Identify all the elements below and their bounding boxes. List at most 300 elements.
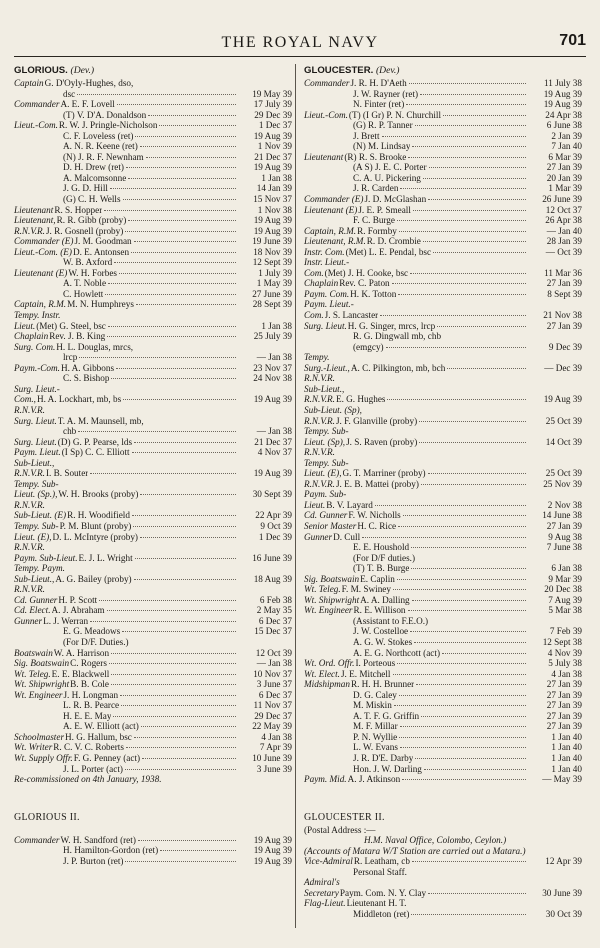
officer-entry	[14, 479, 292, 490]
seniority-date: 1 Mar 39	[548, 183, 582, 194]
dot-leader	[110, 188, 236, 189]
seniority-date: 19 Aug 39	[253, 215, 292, 226]
rank-label: Admiral's	[304, 877, 340, 888]
officer-name: I. B. Souter	[45, 468, 89, 479]
officer-entry	[304, 888, 582, 899]
rank-label: R.N.V.R.	[14, 499, 45, 510]
dot-leader	[397, 220, 526, 221]
officer-entry	[304, 205, 582, 216]
officer-entry	[304, 173, 582, 184]
officer-name: J. E. Mitchell	[340, 668, 391, 679]
officer-entry	[304, 563, 582, 574]
officer-name: M. N. Humphreys	[67, 299, 134, 310]
rank-label: R.N.V.R.	[304, 415, 335, 426]
officer-name: J. P. Burton (ret)	[63, 855, 124, 866]
officer-entry	[14, 363, 292, 374]
officer-name: dsc	[63, 88, 76, 99]
officer-name: H. P. Scott	[58, 594, 98, 605]
rank-label: Surg. Com.	[14, 341, 56, 352]
officer-entry	[304, 373, 582, 384]
officer-entry	[304, 742, 582, 753]
officer-entry	[304, 257, 582, 268]
seniority-date: 1 July 39	[258, 267, 292, 278]
officer-name: (T) V. D'A. Donaldson	[63, 109, 147, 120]
officer-name: H. K. Totton	[350, 288, 397, 299]
officer-entry	[14, 542, 292, 553]
dot-leader	[413, 210, 526, 211]
officer-entry	[14, 131, 292, 142]
dot-leader	[380, 315, 526, 316]
officer-entry	[304, 384, 582, 395]
officer-entry	[14, 89, 292, 100]
officer-name: R. W. J. Pringle-Nicholson	[58, 120, 158, 131]
officer-name: J. E. B. Mattei (proby)	[335, 478, 419, 489]
rank-label: Surg. Lieut.-	[14, 383, 60, 394]
seniority-date: 27 Jan 39	[546, 700, 582, 711]
rank-label: Commander	[14, 99, 60, 110]
seniority-date: 6 Dec 37	[258, 615, 292, 626]
dot-leader	[382, 136, 526, 137]
seniority-date: 2 Jan 39	[551, 130, 582, 141]
officer-name: F. W. Nicholls	[348, 510, 401, 521]
accounts-note: (Accounts of Matara W/T Station are carried out a Matara.)	[304, 845, 526, 856]
officer-entry	[304, 289, 582, 300]
officer-name: R. R. Gibb (proby)	[56, 215, 127, 226]
officer-entry	[14, 616, 292, 627]
seniority-date: — Jan 40	[546, 225, 582, 236]
dot-leader	[78, 431, 236, 432]
seniority-date: 26 June 39	[542, 194, 582, 205]
seniority-date: 12 Sept 39	[252, 257, 292, 268]
rank-label: Secretary	[304, 887, 339, 898]
seniority-date: 22 Apr 39	[255, 510, 292, 521]
dot-leader	[412, 861, 526, 862]
officer-name: C. S. Bishop	[63, 373, 110, 384]
officer-entry	[304, 131, 582, 142]
officer-name: (G) C. H. Wells	[63, 194, 121, 205]
officer-entry	[304, 331, 582, 342]
officer-entry	[304, 700, 582, 711]
officer-name: (Met) L. E. Pendal, bsc	[345, 246, 432, 257]
rank-label: R.N.V.R.	[304, 394, 335, 405]
seniority-date: 19 Aug 39	[543, 99, 582, 110]
officer-entry	[304, 458, 582, 469]
officer-name: J. S. Lancaster	[324, 310, 379, 321]
seniority-date: 9 Aug 38	[548, 531, 582, 542]
officer-list-gloucester	[304, 78, 582, 785]
seniority-date: 1 May 39	[256, 278, 292, 289]
officer-name: W. H. Brooks (proby)	[58, 489, 139, 500]
officer-entry	[304, 394, 582, 405]
seniority-date: 19 Aug 39	[253, 162, 292, 173]
rank-label: Paym. Sub-Lieut.	[14, 552, 78, 563]
officer-name: J. W. Rayner (ret)	[353, 88, 419, 99]
officer-entry	[14, 721, 292, 732]
officer-name: C. Howlett	[63, 288, 104, 299]
dot-leader	[105, 294, 236, 295]
rank-label: Tempy. Sub-	[14, 478, 59, 489]
seniority-date: 1 Dec 39	[258, 531, 292, 542]
officer-entry	[304, 616, 582, 627]
officer-name: R. H. H. Brunner	[350, 679, 415, 690]
officer-entry	[304, 553, 582, 564]
dot-leader	[419, 421, 526, 422]
officer-entry	[304, 194, 582, 205]
dot-leader	[135, 136, 236, 137]
rank-label: Commander	[14, 834, 60, 845]
officer-name: J. E. P. Smeall	[358, 204, 411, 215]
officer-entry	[14, 310, 292, 321]
rank-label: Surg.-Lieut.,	[304, 362, 350, 373]
rank-label: Paym. Com.	[304, 288, 350, 299]
officer-name: A. E. F. Lovell	[60, 99, 115, 110]
seniority-date: 30 Oct 39	[545, 909, 582, 920]
seniority-date: 7 Aug 39	[548, 594, 582, 605]
rank-label: R.N.V.R.	[304, 478, 335, 489]
officer-name: I. Porteous	[355, 658, 396, 669]
dot-leader	[447, 368, 526, 369]
rank-label: Com.	[304, 267, 324, 278]
officer-entry	[14, 278, 292, 289]
officer-entry	[304, 447, 582, 458]
rank-label: Lieut. (Sp),	[304, 436, 346, 447]
dot-leader	[394, 705, 526, 706]
officer-entry	[304, 877, 582, 888]
officer-name: L. J. Werran	[43, 615, 89, 626]
officer-entry	[14, 394, 292, 405]
seniority-date: 27 Jan 39	[546, 278, 582, 289]
rank-label: Wt. Elect.	[304, 668, 340, 679]
seniority-date: 19 Aug 39	[543, 88, 582, 99]
officer-name: J. D. McGlashan	[364, 194, 427, 205]
rank-label: Sig. Boatswain	[304, 573, 360, 584]
officer-entry	[304, 479, 582, 490]
dot-leader	[125, 769, 236, 770]
dot-leader	[409, 83, 526, 84]
rank-label: Wt. Ord. Offr.	[304, 658, 355, 669]
seniority-date: 30 June 39	[542, 887, 582, 898]
header-rule	[14, 56, 586, 57]
dot-leader	[107, 610, 236, 611]
rank-label: Paym. Sub-	[304, 489, 347, 500]
officer-entry	[14, 173, 292, 184]
rank-label: Tempy. Sub-	[304, 457, 349, 468]
officer-name: lrcp	[63, 352, 78, 363]
dot-leader	[437, 326, 526, 327]
seniority-date: 9 Oct 39	[260, 520, 292, 531]
rank-label: Lieutenant	[14, 204, 54, 215]
officer-entry	[14, 835, 292, 846]
officer-name: Middleton (ret)	[353, 909, 410, 920]
dot-leader	[400, 188, 526, 189]
rank-label: Gunner	[304, 531, 333, 542]
dot-leader	[403, 515, 526, 516]
officer-name: J. R. H. D'Aeth	[350, 78, 407, 88]
officer-entry	[14, 384, 292, 395]
rank-label: Paym. Lieut.	[14, 447, 61, 458]
dot-leader	[132, 452, 236, 453]
dot-leader	[429, 167, 527, 168]
officer-entry	[14, 437, 292, 448]
dot-leader	[107, 336, 236, 337]
officer-entry	[304, 426, 582, 437]
officer-entry	[304, 909, 582, 920]
officer-entry	[14, 468, 292, 479]
officer-entry	[304, 774, 582, 785]
rank-label: Lieut.-Com.	[14, 120, 58, 131]
officer-name: Paym. Com. N. Y. Clay	[339, 887, 427, 898]
officer-entry	[14, 342, 292, 353]
officer-name: J. H. Longman	[63, 689, 119, 700]
dot-leader	[419, 442, 526, 443]
dot-leader	[411, 568, 526, 569]
seniority-date: 12 Apr 39	[545, 856, 582, 867]
rank-label: Captain, R.M.	[304, 225, 357, 236]
officer-name: A. G. W. Stokes	[353, 636, 413, 647]
ship-heading-gloucester	[304, 66, 582, 78]
dot-leader	[397, 663, 526, 664]
dot-leader	[411, 914, 526, 915]
officer-name: L. R. B. Pearce	[63, 700, 120, 711]
rank-label: Lieut. (Sp.),	[14, 489, 58, 500]
seniority-date: 5 July 38	[548, 658, 582, 669]
rank-label: Sub-Lieut. (Sp),	[304, 404, 362, 415]
rank-label: Cd. Elect.	[14, 605, 51, 616]
officer-entry	[14, 690, 292, 701]
seniority-date: 26 Apr 38	[545, 215, 582, 226]
officer-entry	[14, 215, 292, 226]
dot-leader	[400, 747, 526, 748]
officer-entry	[304, 468, 582, 479]
rank-label: Instr. Com.	[304, 246, 345, 257]
postal-address: H.M. Naval Office, Colombo, Ceylon.)	[364, 835, 507, 846]
officer-name: H. C. Rice	[357, 520, 397, 531]
officer-name: A. A. Dalling	[360, 594, 410, 605]
dot-leader	[109, 663, 236, 664]
rank-label: Lieut.-Com. (E)	[14, 246, 72, 257]
column-divider	[295, 64, 296, 928]
officer-entry	[14, 711, 292, 722]
seniority-date: 2 Nov 38	[547, 499, 582, 510]
dot-leader	[90, 621, 236, 622]
rank-label: Lieut.	[14, 320, 36, 331]
officer-name: R. E. Willison	[353, 605, 406, 616]
dot-leader	[140, 537, 236, 538]
officer-list-glorious	[14, 78, 292, 774]
rank-label: Wt. Supply Offr.	[14, 753, 73, 763]
officer-name: (D) G. P. Pearse, lds	[57, 436, 133, 447]
seniority-date: 7 Apr 39	[259, 742, 292, 753]
seniority-date: 6 Feb 38	[259, 594, 292, 605]
officer-entry	[304, 152, 582, 163]
rank-label: Tempy. Instr.	[14, 310, 61, 321]
officer-name: Rev. J. B. King	[49, 331, 106, 342]
officer-name: H. Hamilton-Gordon (ret)	[63, 845, 159, 856]
officer-name: F. G. Penney (act)	[73, 753, 141, 763]
dot-leader	[428, 199, 526, 200]
dot-leader	[408, 610, 526, 611]
dot-leader	[424, 769, 526, 770]
officer-entry	[304, 236, 582, 247]
officer-entry	[304, 416, 582, 427]
seniority-date: — Oct 39	[545, 246, 582, 257]
rank-label: R.N.V.R.	[14, 468, 45, 479]
officer-entry	[304, 669, 582, 680]
rank-label: Lieut.	[304, 499, 326, 510]
ship-status: (Dev.)	[70, 65, 95, 76]
dot-leader	[421, 716, 526, 717]
rank-label: Wt. Teleg.	[304, 584, 341, 595]
dot-leader	[399, 737, 526, 738]
dot-leader	[399, 695, 526, 696]
rank-label: Chaplain	[14, 331, 49, 342]
dot-leader	[415, 125, 526, 126]
officer-entry	[14, 510, 292, 521]
rank-label: Lieutenant,	[14, 215, 56, 226]
seniority-date: 4 Jan 38	[261, 731, 292, 742]
dot-leader	[125, 861, 236, 862]
officer-name: W. H. Sandford (ret)	[60, 834, 136, 845]
dot-leader	[362, 537, 526, 538]
officer-entry	[304, 299, 582, 310]
rank-label: Wt. Engineer	[14, 689, 63, 700]
seniority-date: 24 Apr 38	[545, 109, 582, 120]
dot-leader	[134, 442, 236, 443]
officer-entry	[304, 321, 582, 332]
officer-name: E. G. Meadows	[63, 626, 121, 637]
seniority-date: — Jan 38	[256, 352, 292, 363]
dot-leader	[398, 526, 526, 527]
rank-label: Instr. Lieut.-	[304, 257, 350, 268]
officer-entry	[14, 648, 292, 659]
seniority-date: 1 Dec 37	[258, 120, 292, 131]
officer-entry	[14, 205, 292, 216]
officer-name: Personal Staff.	[353, 866, 407, 877]
dot-leader	[122, 631, 236, 632]
officer-entry	[14, 753, 292, 764]
dot-leader	[393, 674, 527, 675]
officer-name: R. H. Woodifield	[67, 510, 130, 521]
dot-leader	[387, 399, 526, 400]
seniority-date: 30 Sept 39	[252, 489, 292, 500]
officer-entry	[14, 637, 292, 648]
seniority-date: — May 39	[542, 774, 582, 785]
dot-leader	[99, 600, 236, 601]
seniority-date: 1 Jan 40	[551, 742, 582, 753]
officer-name: M. F. Millar	[353, 721, 398, 732]
officer-name: H. G. Hallum, bsc	[65, 731, 132, 742]
officer-name: M. Miskin	[353, 700, 392, 711]
officer-name: R. D. Crombie	[366, 236, 421, 247]
seniority-date: 16 June 39	[252, 552, 292, 563]
rank-label: Sig. Boatswain	[14, 658, 70, 669]
dot-leader	[399, 231, 526, 232]
officer-entry	[304, 867, 582, 878]
seniority-date: 7 June 38	[546, 542, 582, 553]
rank-label: Sub-Lieut. (E)	[14, 510, 67, 521]
seniority-date: 20 Dec 38	[544, 584, 582, 595]
officer-entry	[304, 711, 582, 722]
dot-leader	[392, 283, 526, 284]
seniority-date: 27 Jan 39	[546, 320, 582, 331]
officer-name: J. R. Carden	[353, 183, 399, 194]
rank-label: Lieut. (E),	[14, 531, 52, 542]
officer-entry	[304, 856, 582, 867]
rank-label: Senior Master	[304, 520, 357, 531]
officer-name: B. B. Cole	[70, 679, 109, 690]
officer-name: (For D/F. Duties.)	[63, 636, 129, 647]
dot-leader	[415, 758, 526, 759]
dot-leader	[428, 893, 526, 894]
officer-entry	[14, 152, 292, 163]
seniority-date: 18 Nov 39	[253, 246, 292, 257]
seniority-date: 23 Nov 37	[253, 362, 292, 373]
officer-name: E. J. L. Wright	[78, 552, 133, 563]
seniority-date: 14 June 38	[542, 510, 582, 521]
officer-name: A. E. W. Elliott (act)	[63, 721, 139, 732]
officer-entry	[304, 595, 582, 606]
dot-leader	[128, 220, 236, 221]
dot-leader	[131, 252, 236, 253]
rank-label: Commander (E)	[14, 236, 74, 247]
dot-leader	[128, 178, 236, 179]
officer-name: J. R. D'E. Darby	[353, 753, 414, 763]
dot-leader	[133, 526, 236, 527]
officer-entry	[14, 183, 292, 194]
officer-entry	[304, 247, 582, 258]
dot-leader	[141, 726, 236, 727]
seniority-date: 17 July 39	[253, 99, 292, 110]
officer-name: W. H. Forbes	[68, 267, 117, 278]
seniority-date: 19 June 39	[252, 236, 292, 247]
seniority-date: 27 Jan 39	[546, 679, 582, 690]
rank-label: Lieutenant, R.M.	[304, 236, 366, 247]
seniority-date: 19 Aug 39	[543, 394, 582, 405]
officer-name: (I Sp) C. C. Elliott	[61, 447, 130, 458]
officer-name: (N) J. R. F. Newnham	[63, 151, 144, 162]
dot-leader	[132, 515, 236, 516]
seniority-date: 19 Aug 39	[253, 225, 292, 236]
seniority-date: 1 Jan 40	[551, 753, 582, 763]
officer-entry	[14, 162, 292, 173]
dot-leader	[114, 262, 236, 263]
officer-name: A. G. Bailey (proby)	[55, 573, 132, 584]
dot-leader	[433, 252, 526, 253]
rank-label: R.N.V.R.	[14, 584, 45, 595]
ship-heading-gloucester-ii: GLOUCESTER II.	[304, 811, 385, 823]
officer-name: A. C. Pilkington, mb, bch	[350, 362, 446, 373]
officer-name: C. F. Loveless (ret)	[63, 130, 134, 141]
rank-label: Paym. Mid.	[304, 774, 347, 785]
seniority-date: 11 Nov 37	[253, 700, 292, 711]
officer-entry	[304, 405, 582, 416]
seniority-date: 20 Jan 39	[546, 172, 582, 183]
officer-entry	[14, 321, 292, 332]
officer-entry	[304, 532, 582, 543]
dot-leader	[111, 653, 236, 654]
seniority-date: 9 Mar 39	[548, 573, 582, 584]
seniority-date: 11 Mar 36	[544, 267, 582, 278]
seniority-date: 7 Feb 39	[549, 626, 582, 637]
officer-entry	[14, 416, 292, 427]
dot-leader	[140, 494, 236, 495]
left-column	[14, 66, 292, 866]
seniority-date: 1 Jan 40	[551, 731, 582, 742]
seniority-date: 19 Aug 39	[253, 468, 292, 479]
officer-entry	[304, 764, 582, 775]
officer-name: (A S) J. E. C. Porter	[353, 162, 427, 173]
seniority-date: 14 Oct 39	[545, 436, 582, 447]
